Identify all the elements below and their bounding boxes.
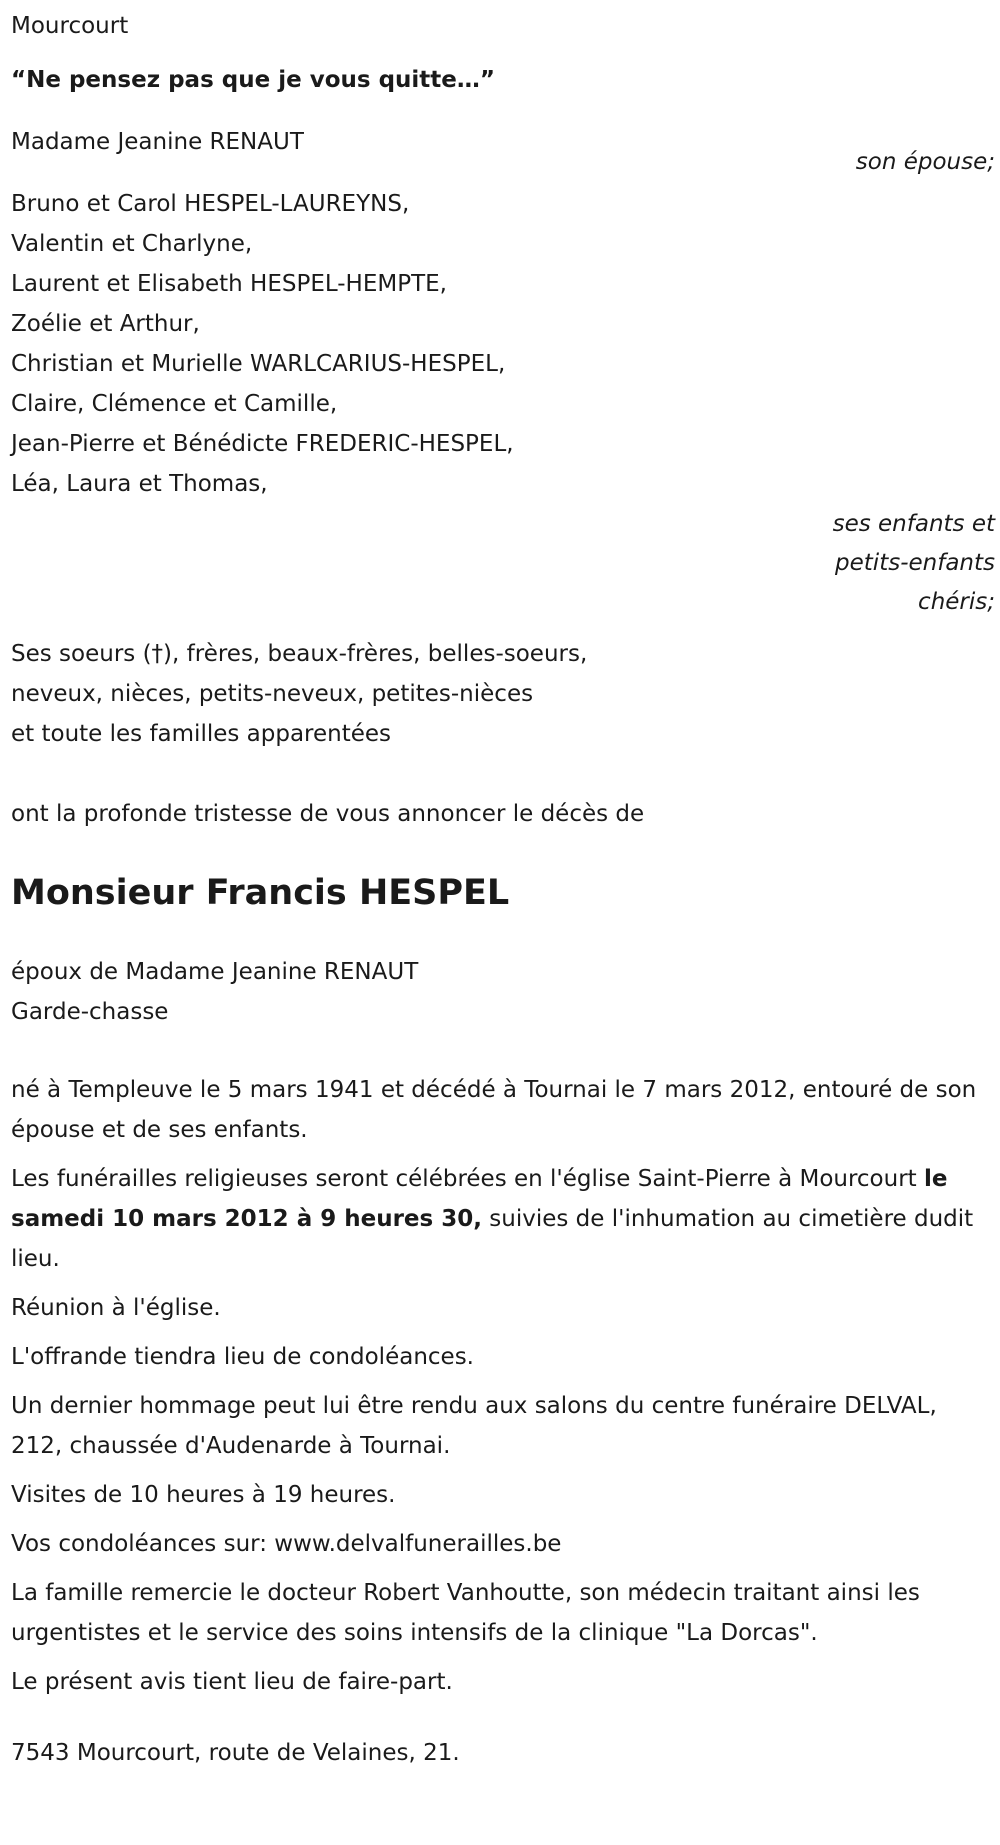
birth-death-paragraph: né à Templeuve le 5 mars 1941 et décédé à Tournai le 7 mars 2012, entouré de son épouse et de ses enfants. [11, 1077, 977, 1143]
obituary-page [0, 6, 1000, 1845]
children-relation-line: ses enfants et [832, 511, 995, 537]
children-block [11, 184, 995, 615]
tribute-paragraph: Un dernier hommage peut lui être rendu aux salons du centre funéraire DELVAL, 212, chaussée d'Audenarde à Tournai. [11, 1393, 937, 1459]
thanks-paragraph: La famille remercie le docteur Robert Vanhoutte, son médecin traitant ainsi les urgentistes et le service des soins intensifs de la clinique "La Dorcas". [11, 1580, 920, 1646]
family-line: Jean-Pierre et Bénédicte FREDERIC-HESPEL, [11, 431, 514, 457]
family-line: Valentin et Charlyne, [11, 231, 253, 257]
funeral-paragraph [11, 1159, 991, 1279]
offering-paragraph: L'offrande tiendra lieu de condoléances. [11, 1344, 474, 1370]
epitaph-quote: “Ne pensez pas que je vous quitte…” [11, 67, 495, 93]
family-line: Ses soeurs (†), frères, beaux-frères, belles-soeurs, [11, 641, 588, 667]
family-line: Christian et Murielle WARLCARIUS-HESPEL, [11, 351, 506, 377]
meeting-paragraph: Réunion à l'église. [11, 1295, 221, 1321]
family-line: Bruno et Carol HESPEL-LAUREYNS, [11, 191, 410, 217]
children-relation-line: chéris; [918, 589, 995, 615]
funeral-text-end: suivies de l'inhumation au cimetière dudit lieu. [11, 1206, 974, 1272]
deceased-spouse: époux de Madame Jeanine RENAUT [11, 959, 419, 985]
family-line: Laurent et Elisabeth HESPEL-HEMPTE, [11, 271, 447, 297]
extended-family-block [11, 634, 1000, 754]
place-name: Mourcourt [11, 13, 129, 39]
family-line: Claire, Clémence et Camille, [11, 391, 338, 417]
notice-paragraph: Le présent avis tient lieu de faire-part. [11, 1669, 453, 1695]
spouse-relation: son épouse; [855, 149, 995, 175]
children-relation-line: petits-enfants [835, 550, 995, 576]
family-line: Léa, Laura et Thomas, [11, 471, 268, 497]
announcement-text: ont la profonde tristesse de vous annoncer le décès de [11, 801, 645, 827]
spouse-block [11, 122, 995, 175]
deceased-name: Monsieur Francis HESPEL [11, 873, 510, 913]
family-line: Zoélie et Arthur, [11, 311, 200, 337]
family-line: neveux, nièces, petits-neveux, petites-nièces [11, 681, 534, 707]
spouse-name: Madame Jeanine RENAUT [11, 129, 304, 155]
condolences-paragraph: Vos condoléances sur: www.delvalfunerailles.be [11, 1531, 562, 1557]
deceased-occupation: Garde-chasse [11, 999, 169, 1025]
funeral-date: le samedi 10 mars 2012 à 9 heures 30, [11, 1166, 948, 1232]
address-line: 7543 Mourcourt, route de Velaines, 21. [11, 1740, 460, 1766]
funeral-text: Les funérailles religieuses seront célébrées en l'église Saint-Pierre à Mourcourt [11, 1166, 924, 1192]
family-line: et toute les familles apparentées [11, 721, 392, 747]
visits-paragraph: Visites de 10 heures à 19 heures. [11, 1482, 396, 1508]
